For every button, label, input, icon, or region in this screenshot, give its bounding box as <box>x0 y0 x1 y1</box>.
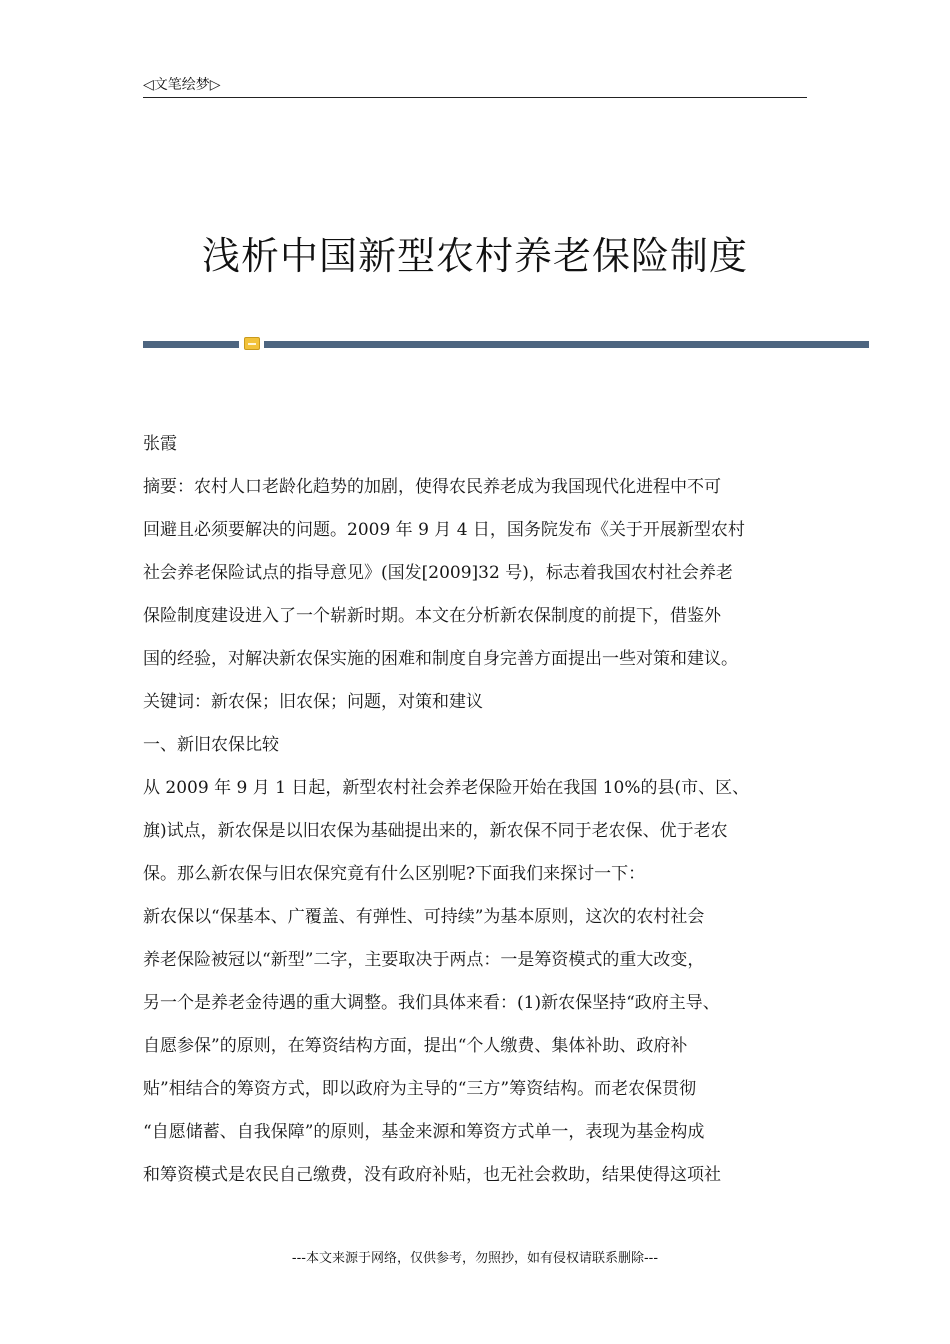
title-divider-right <box>264 341 869 348</box>
body-line: 旗)试点，新农保是以旧农保为基础提出来的，新农保不同于老农保、优于老农 <box>143 821 728 841</box>
body-line: 保。那么新农保与旧农保究竟有什么区别呢?下面我们来探讨一下： <box>143 864 646 884</box>
body-line: 新农保以“保基本、广覆盖、有弹性、可持续”为基本原则，这次的农村社会 <box>143 907 705 927</box>
document-title: 浅析中国新型农村养老保险制度 <box>201 234 748 279</box>
body-line: 自愿参保”的原则，在筹资结构方面，提出“个人缴费、集体补助、政府补 <box>143 1036 688 1056</box>
divider-badge-icon <box>244 337 260 350</box>
body-line: 另一个是养老金待遇的重大调整。我们具体来看：(1)新农保坚持“政府主导、 <box>143 993 720 1013</box>
title-divider-left <box>143 341 239 348</box>
body-line: 回避且必须要解决的问题。2009 年 9 月 4 日，国务院发布《关于开展新型农村 <box>143 520 745 540</box>
author-name: 张霞 <box>143 434 177 454</box>
body-line: 养老保险被冠以“新型”二字，主要取决于两点：一是筹资模式的重大改变， <box>143 950 705 970</box>
body-line: 贴”相结合的筹资方式，即以政府为主导的“三方”筹资结构。而老农保贯彻 <box>143 1079 697 1099</box>
body-line: 摘要：农村人口老龄化趋势的加剧，使得农民养老成为我国现代化进程中不可 <box>143 477 721 497</box>
header-brand: ◁文笔绘梦▷ <box>143 77 221 93</box>
body-line: 保险制度建设进入了一个崭新时期。本文在分析新农保制度的前提下，借鉴外 <box>143 606 721 626</box>
body-line: 社会养老保险试点的指导意见》(国发[2009]32 号)，标志着我国农村社会养老 <box>143 563 733 583</box>
body-line: “自愿储蓄、自我保障”的原则，基金来源和筹资方式单一，表现为基金构成 <box>143 1122 705 1142</box>
keywords-line: 关键词：新农保；旧农保；问题，对策和建议 <box>143 692 483 712</box>
body-line: 从 2009 年 9 月 1 日起，新型农村社会养老保险开始在我国 10%的县(市、区、 <box>143 778 750 798</box>
footer-note: ---本文来源于网络，仅供参考，勿照抄，如有侵权请联系删除--- <box>291 1251 659 1266</box>
body-line: 和筹资模式是农民自己缴费，没有政府补贴，也无社会救助，结果使得这项社 <box>143 1165 721 1185</box>
section-heading: 一、新旧农保比较 <box>143 735 279 755</box>
body-line: 国的经验，对解决新农保实施的困难和制度自身完善方面提出一些对策和建议。 <box>143 649 738 669</box>
header-rule <box>143 97 807 98</box>
document-body <box>143 423 823 1197</box>
